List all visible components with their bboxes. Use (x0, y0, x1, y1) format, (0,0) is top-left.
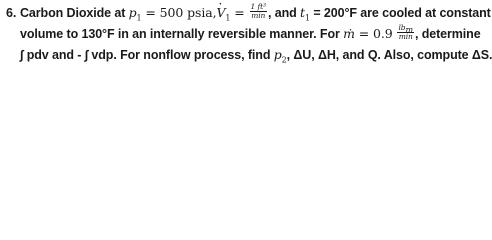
v1-numerator: 1 ft³ (250, 2, 266, 12)
mass-flow-symbol: ṁ (343, 26, 355, 41)
p2-subscript: 2 (281, 55, 287, 65)
v1-subscript: 1 (225, 13, 231, 23)
t1-symbol: t (300, 5, 305, 20)
mass-flow-denominator: min (398, 32, 413, 42)
problem-line-2 (6, 23, 481, 44)
p1-value: = 500 psia, (141, 5, 217, 20)
line1-text-b: , and (267, 6, 301, 20)
mass-flow-fraction (397, 24, 414, 41)
mass-flow-numerator-text: lb (398, 23, 406, 33)
problem-line-1 (6, 2, 491, 23)
line2-text-b: , determine (414, 27, 481, 41)
line2-text-a: volume to 130°F in an internally reversible manner. For (20, 27, 344, 41)
mass-flow-numerator-sub: m (405, 25, 413, 35)
p1-symbol: p (128, 5, 137, 20)
problem-number: 6. (6, 6, 17, 20)
line1-text-a: Carbon Dioxide at (20, 6, 129, 20)
problem-statement (6, 2, 492, 65)
t1-subscript: 1 (304, 13, 310, 23)
v1-symbol: · V (216, 2, 225, 23)
p1-subscript: 1 (136, 13, 142, 23)
v1-fraction (250, 3, 267, 20)
problem-line-3 (6, 44, 492, 65)
t1-value: = 200°F are cooled at constant (309, 6, 491, 20)
p2-symbol: p (273, 47, 282, 62)
mass-flow-equals: = 0.9 (354, 26, 397, 41)
line3-text-a: ∫ pdv and - ∫ vdp. For nonflow process, find (20, 48, 274, 62)
line3-text-b: , ΔU, ΔH, and Q. Also, compute ΔS. (286, 48, 492, 62)
v1-denominator: min (251, 11, 266, 21)
v1-equals: = (230, 5, 249, 20)
